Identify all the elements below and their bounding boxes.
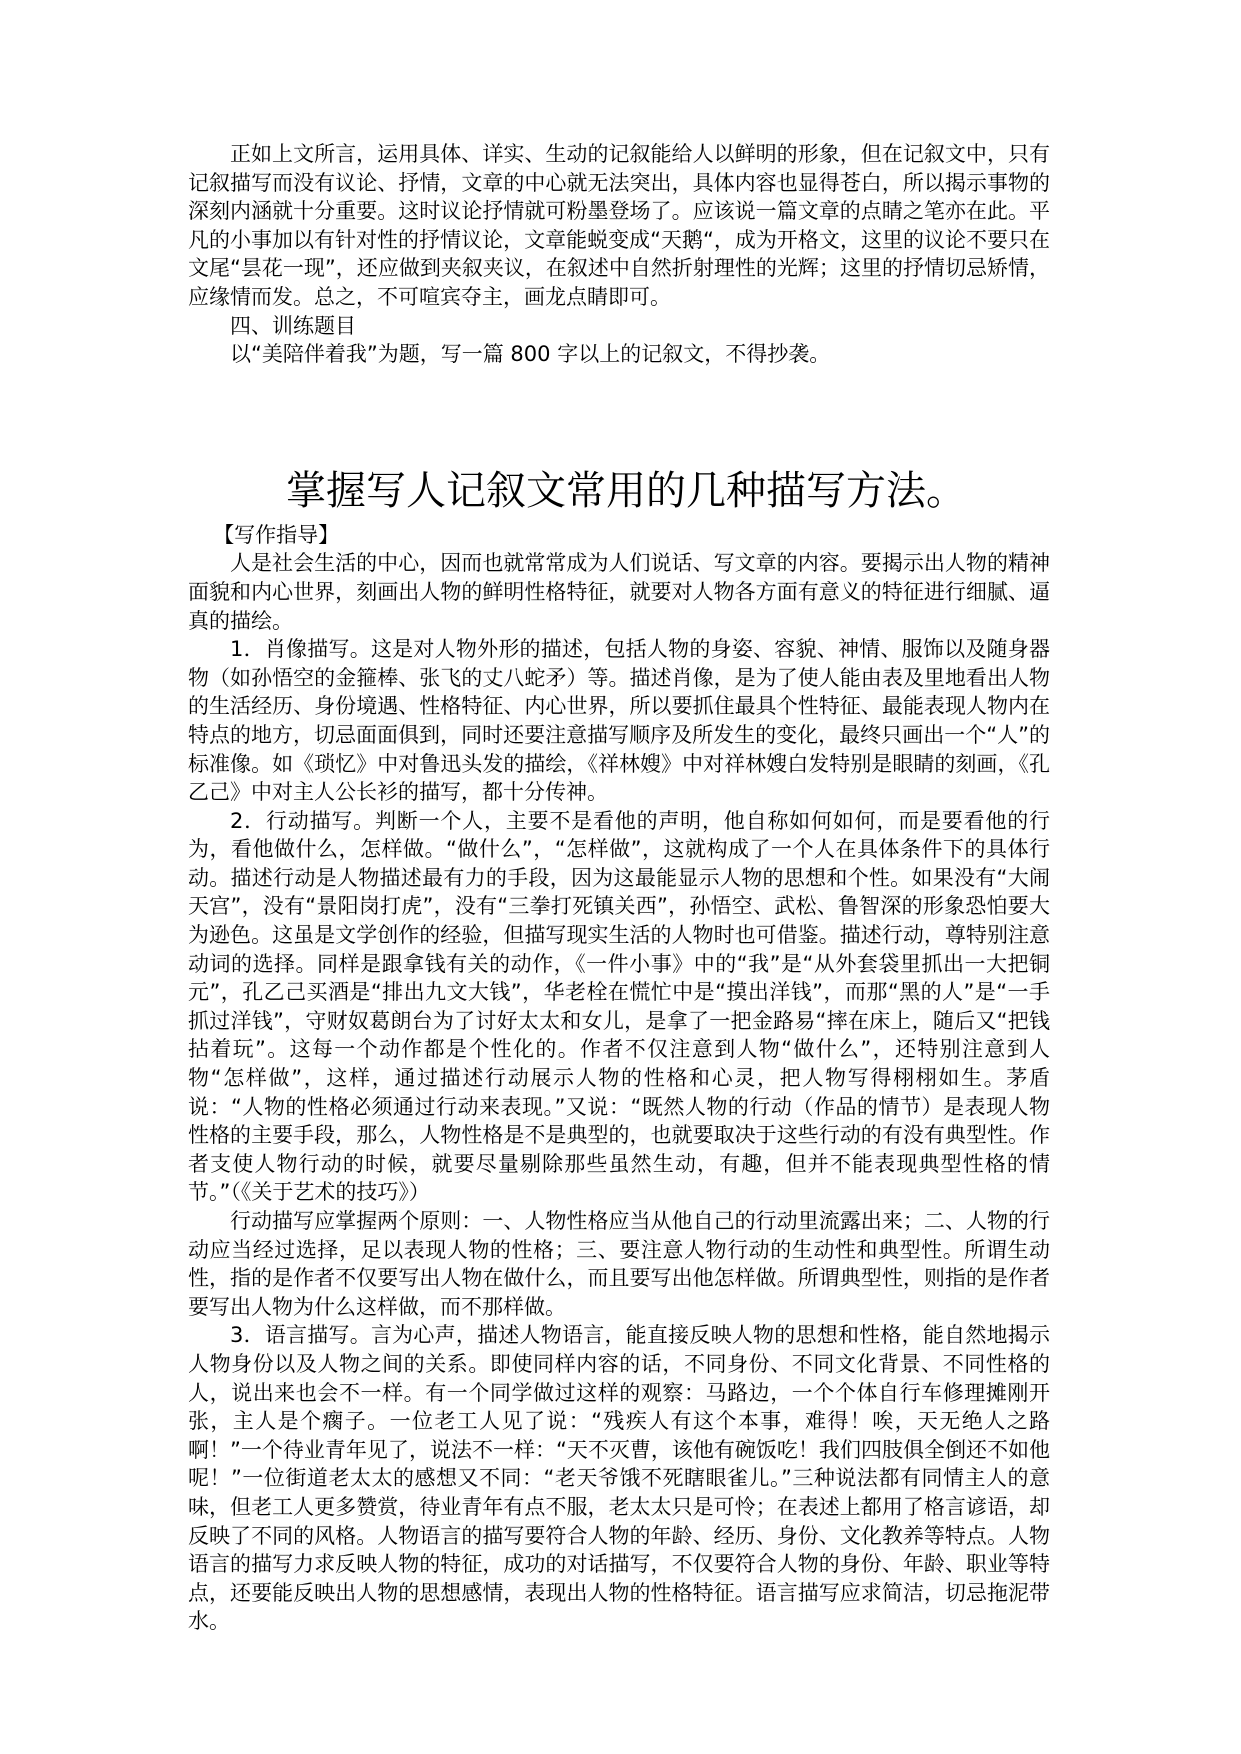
- article-title: 掌握写人记叙文常用的几种描写方法。: [286, 467, 966, 514]
- article-paragraph-action: 2．行动描写。判断一个人，主要不是看他的声明，他自称如何如何，而是要看他的行为，看他做什么，怎样做。“做什么”，“怎样做”，这就构成了一个人在具体条件下的具体行动。描述行动是人物描述最有力的手段，因为这最能显示人物的思想和个性。如果没有“大闹天宫”，没有“景阳岗打虎”，没有“三拳打死镇关西”，孙悟空、武松、鲁智深的形象恐怕要大为逊色。这虽是文学创作的经验，但描写现实生活的人物时也可借鉴。描述行动，尊特别注意动词的选择。同样是跟拿钱有关的动作，《一件小事》中的“我”是“从外套袋里抓出一大把铜元”，孔乙己买酒是“排出九文大钱”，华老栓在慌忙中是“摸出洋钱”，而那“黑的人”是“一手抓过洋钱”，守财奴葛朗台为了讨好太太和女儿，是拿了一把金路易“摔在床上，随后又“把钱拈着玩”。这每一个动作都是个性化的。作者不仅注意到人物“做什么”，还特别注意到人物“怎样做”，这样，通过描述行动展示人物的性格和心灵，把人物写得栩栩如生。茅盾说：“人物的性格必须通过行动来表现。”又说：“既然人物的行动（作品的情节）是表现人物性格的主要手段，那么，人物性格是不是典型的，也就要取决于这些行动的有没有典型性。作者支使人物行动的时候，就要尽量剔除那些虽然生动，有趣，但并不能表现典型性格的情节。”（《关于艺术的技巧》）: [188, 808, 1050, 1205]
- article-paragraph-action-principles: 行动描写应掌握两个原则：一、人物性格应当从他自己的行动里流露出来；二、人物的行动应当经过选择，足以表现人物的性格；三、要注意人物行动的生动性和典型性。所谓生动性，指的是作者不仅要写出人物在做什么，而且要写出他怎样做。所谓典型性，则指的是作者要写出人物为什么这样做，而不那样做。: [188, 1209, 1050, 1319]
- section-spacer: [188, 369, 1050, 465]
- training-prompt: 以“美陪伴着我”为题，写一篇 800 字以上的记叙文，不得抄袭。: [230, 342, 831, 367]
- article-paragraph-language: 3．语言描写。言为心声，描述人物语言，能直接反映人物的思想和性格，能自然地揭示人物身份以及人物之间的关系。即使同样内容的话，不同身份、不同文化背景、不同性格的人，说出来也会不一样。有一个同学做过这样的观察：马路边，一个个体自行车修理摊刚开张，主人是个瘸子。一位老工人见了说：“残疾人有这个本事，难得！唉，天无绝人之路啊！”一个待业青年见了，说法不一样：“天不灭曹，该他有碗饭吃！我们四肢俱全倒还不如他呢！”一位街道老太太的感想又不同：“老天爷饿不死瞎眼雀儿。”三种说法都有同情主人的意味，但老工人更多赞赏，待业青年有点不服，老太太只是可怜；在表述上都用了格言谚语，却反映了不同的风格。人物语言的描写要符合人物的年龄、经历、身份、文化教养等特点。人物语言的描写力求反映人物的特征，成功的对话描写，不仅要符合人物的身份、年龄、职业等特点，还要能反映出人物的思想感情，表现出人物的性格特征。语言描写应求简洁，切忌拖泥带水。: [188, 1323, 1050, 1634]
- article-paragraph-portrait: 1．肖像描写。这是对人物外形的描述，包括人物的身姿、容貌、神情、服饰以及随身器物（如孙悟空的金箍棒、张飞的丈八蛇矛）等。描述肖像，是为了使人能由表及里地看出人物的生活经历、身份境遇、性格特征、内心世界，所以要抓住最具个性特征、最能表现人物内在特点的地方，切忌面面俱到，同时还要注意描写顺序及所发生的变化，最终只画出一个“人”的标准像。如《琐忆》中对鲁迅头发的描绘，《祥林嫂》中对祥林嫂白发特别是眼睛的刻画，《孔乙己》中对主人公长衫的描写，都十分传神。: [188, 637, 1050, 805]
- article-subheading: 【写作指导】: [213, 522, 340, 547]
- article-paragraph-intro: 人是社会生活的中心，因而也就常常成为人们说话、写文章的内容。要揭示出人物的精神面貌和内心世界，刻画出人物的鲜明性格特征，就要对人物各方面有意义的特征进行细腻、逼真的描绘。: [188, 551, 1050, 633]
- intro-paragraph: 正如上文所言，运用具体、详实、生动的记叙能给人以鲜明的形象，但在记叙文中，只有记叙描写而没有议论、抒情，文章的中心就无法突出，具体内容也显得苍白，所以揭示事物的深刻内涵就十分重要。这时议论抒情就可粉墨登场了。应该说一篇文章的点睛之笔亦在此。平凡的小事加以有针对性的抒情议论，文章能蜕变成“天鹅“，成为开格文，这里的议论不要只在文尾“昙花一现”，还应做到夹叙夹议，在叙述中自然折射理性的光辉；这里的抒情切忌矫情，应缘情而发。总之，不可喧宾夺主，画龙点睛即可。: [188, 142, 1050, 309]
- section-heading-training: 四、训练题目: [230, 313, 356, 338]
- document-page: [188, 140, 1050, 1636]
